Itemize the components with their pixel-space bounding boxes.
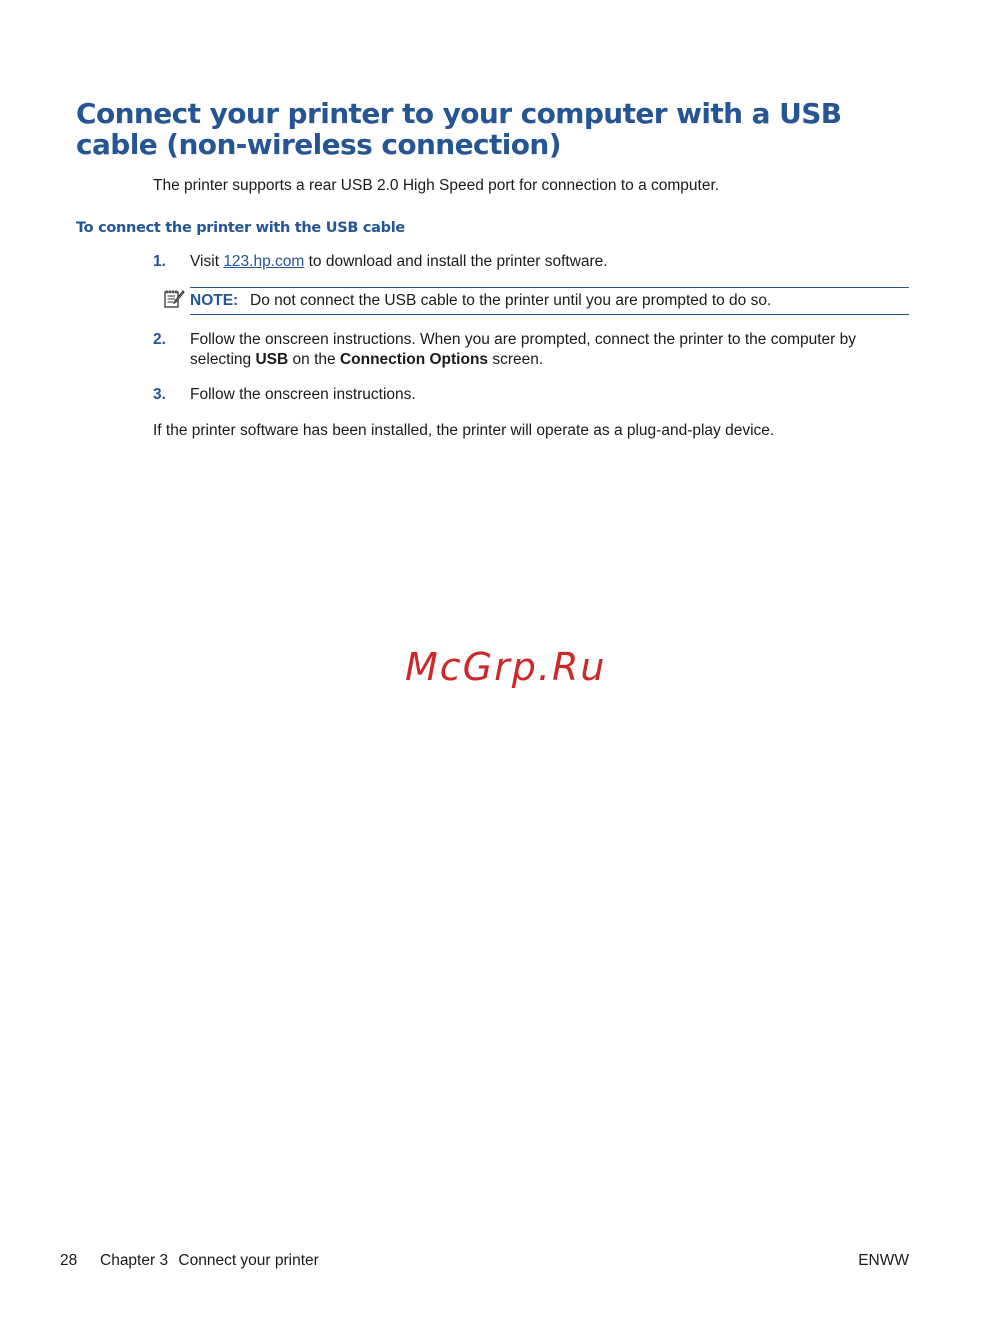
page-footer (60, 1251, 319, 1271)
step-text-start: Follow the onscreen instructions. When you are prompted, connect the printer to the computer by selecting (190, 331, 856, 368)
step-text-end: screen. (488, 351, 544, 368)
step-3 (153, 385, 913, 405)
step-1 (153, 252, 913, 272)
watermark-text: McGrp.Ru (405, 645, 607, 689)
hp-website-link[interactable]: 123.hp.com (223, 253, 305, 270)
footer-code: ENWW (858, 1252, 909, 1269)
usb-option-label: USB (255, 351, 289, 368)
chapter-label: Chapter 3 (100, 1252, 169, 1269)
step-2 (153, 330, 913, 370)
note-box (190, 287, 909, 315)
chapter-title: Connect your printer (178, 1252, 319, 1269)
procedure-heading: To connect the printer with the USB cable (76, 220, 405, 236)
note-text: Do not connect the USB cable to the printer until you are prompted to do so. (250, 292, 772, 309)
note-label: NOTE: (190, 292, 239, 309)
intro-paragraph: The printer supports a rear USB 2.0 High Speed port for connection to a computer. (153, 177, 720, 194)
page-number: 28 (60, 1252, 78, 1269)
closing-paragraph: If the printer software has been installed, the printer will operate as a plug-and-play device. (153, 422, 775, 439)
page-title: Connect your printer to your computer with a USB cable (non-wireless connection) (76, 97, 842, 161)
step-text-start: Visit (190, 253, 224, 270)
connection-options-label: Connection Options (339, 351, 489, 368)
note-pencil-icon (163, 289, 185, 309)
step-text (190, 330, 913, 370)
step-text-middle: on the (288, 351, 340, 368)
step-text (190, 252, 913, 272)
step-number: 1. (153, 253, 166, 270)
step-number: 2. (153, 331, 166, 348)
step-number: 3. (153, 386, 166, 403)
step-text: Follow the onscreen instructions. (190, 386, 416, 403)
step-text-end: to download and install the printer software. (304, 253, 608, 270)
